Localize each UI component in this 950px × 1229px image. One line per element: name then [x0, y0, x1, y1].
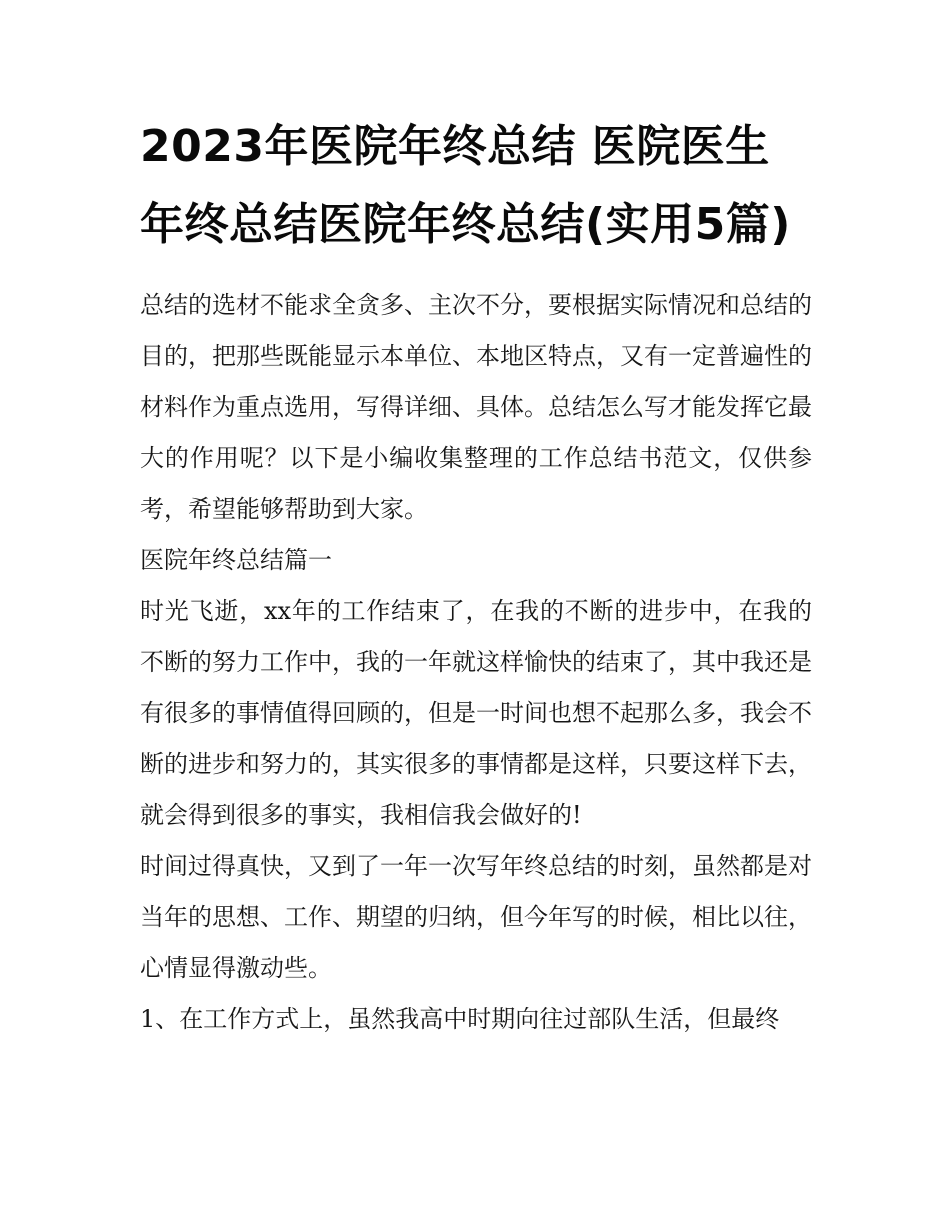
section-heading: 医院年终总结篇一	[140, 546, 332, 574]
intro-paragraph: 总结的选材不能求全贪多、主次不分，要根据实际情况和总结的目的，把那些既能显示本单位、本地区特点，又有一定普遍性的材料作为重点选用，写得详细、具体。总结怎么写才能发挥它最大的作用呢？以下是小编收集整理的工作总结书范文，仅供参考，希望能够帮助到大家。	[140, 291, 812, 523]
document-body	[140, 280, 812, 1045]
body-paragraph: 时间过得真快，又到了一年一次写年终总结的时刻，虽然都是对当年的思想、工作、期望的归纳，但今年写的时候，相比以往，心情显得激动些。	[140, 852, 812, 982]
document-content	[140, 108, 812, 1045]
body-paragraph: 1、在工作方式上，虽然我高中时期向往过部队生活，但最终	[140, 1005, 780, 1033]
document-title: 2023年医院年终总结 医院医生年终总结医院年终总结(实用5篇)	[140, 121, 791, 250]
body-paragraph: 时光飞逝，xx年的工作结束了，在我的不断的进步中，在我的不断的努力工作中，我的一年就这样愉快的结束了，其中我还是有很多的事情值得回顾的，但是一时间也想不起那么多，我会不断的进步和努力的，其实很多的事情都是这样，只要这样下去，就会得到很多的事实，我相信我会做好的!	[140, 597, 812, 829]
